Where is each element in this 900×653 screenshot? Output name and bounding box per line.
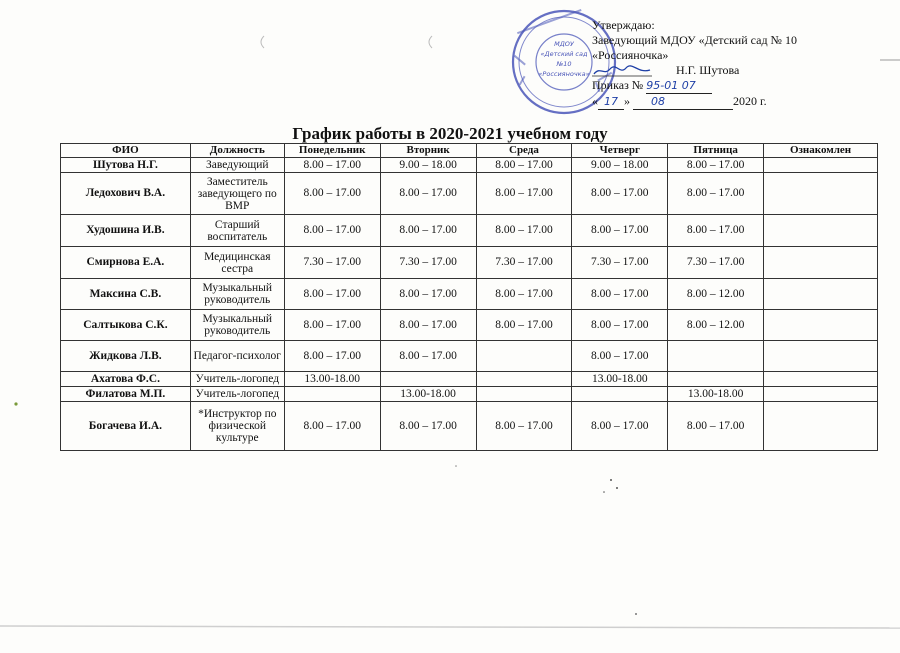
cell-wednesday bbox=[476, 372, 572, 387]
cell-tuesday: 8.00 – 17.00 bbox=[380, 215, 476, 247]
header-friday: Пятница bbox=[668, 144, 764, 158]
cell-tuesday: 8.00 – 17.00 bbox=[380, 279, 476, 310]
cell-friday: 8.00 – 12.00 bbox=[668, 310, 764, 341]
cell-acknowledged bbox=[764, 173, 878, 215]
cell-tuesday: 8.00 – 17.00 bbox=[380, 341, 476, 372]
header-position: Должность bbox=[190, 144, 284, 158]
cell-monday: 8.00 – 17.00 bbox=[284, 402, 380, 451]
cell-acknowledged bbox=[764, 158, 878, 173]
cell-acknowledged bbox=[764, 215, 878, 247]
cell-monday: 13.00-18.00 bbox=[284, 372, 380, 387]
table-header-row bbox=[61, 144, 878, 158]
cell-acknowledged bbox=[764, 341, 878, 372]
cell-monday: 7.30 – 17.00 bbox=[284, 247, 380, 279]
cell-monday bbox=[284, 387, 380, 402]
cell-name: Смирнова Е.А. bbox=[61, 247, 191, 279]
header-wednesday: Среда bbox=[476, 144, 572, 158]
cell-name: Филатова М.П. bbox=[61, 387, 191, 402]
cell-acknowledged bbox=[764, 279, 878, 310]
cell-acknowledged bbox=[764, 402, 878, 451]
cell-friday: 13.00-18.00 bbox=[668, 387, 764, 402]
cell-thursday: 8.00 – 17.00 bbox=[572, 279, 668, 310]
cell-friday: 8.00 – 17.00 bbox=[668, 158, 764, 173]
cell-thursday: 7.30 – 17.00 bbox=[572, 247, 668, 279]
cell-name: Ледохович В.А. bbox=[61, 173, 191, 215]
cell-tuesday: 7.30 – 17.00 bbox=[380, 247, 476, 279]
table-row bbox=[61, 158, 878, 173]
table-row bbox=[61, 215, 878, 247]
date-year: 2020 г. bbox=[733, 94, 767, 108]
cell-friday: 7.30 – 17.00 bbox=[668, 247, 764, 279]
table-row bbox=[61, 341, 878, 372]
cell-friday: 8.00 – 17.00 bbox=[668, 173, 764, 215]
cell-position: *Инструктор по физической культуре bbox=[190, 402, 284, 451]
approval-block bbox=[592, 18, 882, 110]
schedule-table bbox=[60, 143, 878, 451]
cell-friday bbox=[668, 372, 764, 387]
cell-monday: 8.00 – 17.00 bbox=[284, 215, 380, 247]
header-acknowledged: Ознакомлен bbox=[764, 144, 878, 158]
cell-position: Заведующий bbox=[190, 158, 284, 173]
cell-name: Ахатова Ф.С. bbox=[61, 372, 191, 387]
document-title: График работы в 2020-2021 учебном году bbox=[292, 124, 608, 143]
date-month: 08 bbox=[633, 94, 733, 110]
cell-position: Старший воспитатель bbox=[190, 215, 284, 247]
approval-org: «Россияночка» bbox=[592, 48, 669, 62]
cell-wednesday: 8.00 – 17.00 bbox=[476, 310, 572, 341]
cell-wednesday: 8.00 – 17.00 bbox=[476, 158, 572, 173]
table-row bbox=[61, 279, 878, 310]
cell-tuesday: 9.00 – 18.00 bbox=[380, 158, 476, 173]
table-row bbox=[61, 247, 878, 279]
signature-icon bbox=[592, 65, 652, 77]
cell-wednesday bbox=[476, 387, 572, 402]
cell-thursday: 8.00 – 17.00 bbox=[572, 341, 668, 372]
cell-tuesday: 8.00 – 17.00 bbox=[380, 310, 476, 341]
cell-wednesday: 8.00 – 17.00 bbox=[476, 279, 572, 310]
cell-wednesday: 7.30 – 17.00 bbox=[476, 247, 572, 279]
cell-name: Салтыкова С.К. bbox=[61, 310, 191, 341]
approval-order-line bbox=[592, 78, 882, 94]
cell-acknowledged bbox=[764, 247, 878, 279]
cell-monday: 8.00 – 17.00 bbox=[284, 173, 380, 215]
cell-monday: 8.00 – 17.00 bbox=[284, 310, 380, 341]
cell-position: Музыкальный руководитель bbox=[190, 279, 284, 310]
cell-tuesday bbox=[380, 372, 476, 387]
date-day: 17 bbox=[598, 94, 624, 110]
header-monday: Понедельник bbox=[284, 144, 380, 158]
date-close-quote: » bbox=[624, 94, 630, 108]
cell-monday: 8.00 – 17.00 bbox=[284, 158, 380, 173]
stamp-line-3: №10 bbox=[556, 60, 572, 68]
cell-acknowledged bbox=[764, 387, 878, 402]
cell-wednesday: 8.00 – 17.00 bbox=[476, 215, 572, 247]
cell-thursday: 13.00-18.00 bbox=[572, 372, 668, 387]
table-row bbox=[61, 173, 878, 215]
cell-acknowledged bbox=[764, 310, 878, 341]
cell-acknowledged bbox=[764, 372, 878, 387]
cell-wednesday bbox=[476, 341, 572, 372]
cell-name: Богачева И.А. bbox=[61, 402, 191, 451]
cell-friday: 8.00 – 17.00 bbox=[668, 215, 764, 247]
cell-name: Жидкова Л.В. bbox=[61, 341, 191, 372]
cell-tuesday: 8.00 – 17.00 bbox=[380, 402, 476, 451]
cell-tuesday: 13.00-18.00 bbox=[380, 387, 476, 402]
date-open-quote: « bbox=[592, 94, 598, 108]
cell-position: Музыкальный руководитель bbox=[190, 310, 284, 341]
cell-thursday: 8.00 – 17.00 bbox=[572, 173, 668, 215]
table-row bbox=[61, 387, 878, 402]
cell-thursday bbox=[572, 387, 668, 402]
cell-thursday: 8.00 – 17.00 bbox=[572, 215, 668, 247]
cell-tuesday: 8.00 – 17.00 bbox=[380, 173, 476, 215]
cell-monday: 8.00 – 17.00 bbox=[284, 279, 380, 310]
header-fio: ФИО bbox=[61, 144, 191, 158]
cell-thursday: 8.00 – 17.00 bbox=[572, 402, 668, 451]
signatory-name: Н.Г. Шутова bbox=[676, 63, 740, 77]
cell-friday bbox=[668, 341, 764, 372]
cell-thursday: 9.00 – 18.00 bbox=[572, 158, 668, 173]
approval-date-line bbox=[592, 94, 882, 110]
cell-position: Заместитель заведующего по ВМР bbox=[190, 173, 284, 215]
order-number: 95-01 07 bbox=[646, 78, 712, 94]
cell-position: Учитель-логопед bbox=[190, 372, 284, 387]
cell-name: Шутова Н.Г. bbox=[61, 158, 191, 173]
approval-signature-line bbox=[592, 63, 882, 78]
cell-friday: 8.00 – 17.00 bbox=[668, 402, 764, 451]
cell-name: Худошина И.В. bbox=[61, 215, 191, 247]
table-row bbox=[61, 372, 878, 387]
cell-wednesday: 8.00 – 17.00 bbox=[476, 402, 572, 451]
stamp-line-2: «Детский сад bbox=[540, 50, 588, 58]
table-row bbox=[61, 402, 878, 451]
cell-position: Учитель-логопед bbox=[190, 387, 284, 402]
cell-position: Педагог-психолог bbox=[190, 341, 284, 372]
stamp-line-1: МДОУ bbox=[554, 40, 574, 48]
header-thursday: Четверг bbox=[572, 144, 668, 158]
cell-friday: 8.00 – 12.00 bbox=[668, 279, 764, 310]
header-tuesday: Вторник bbox=[380, 144, 476, 158]
cell-thursday: 8.00 – 17.00 bbox=[572, 310, 668, 341]
cell-wednesday: 8.00 – 17.00 bbox=[476, 173, 572, 215]
cell-monday: 8.00 – 17.00 bbox=[284, 341, 380, 372]
stamp-line-4: «Россияночка» bbox=[538, 70, 590, 78]
approval-position: Заведующий МДОУ «Детский сад № 10 bbox=[592, 33, 798, 47]
cell-name: Максина С.В. bbox=[61, 279, 191, 310]
approval-heading: Утверждаю: bbox=[592, 18, 655, 32]
table-row bbox=[61, 310, 878, 341]
order-label: Приказ № bbox=[592, 78, 644, 92]
cell-position: Медицинская сестра bbox=[190, 247, 284, 279]
